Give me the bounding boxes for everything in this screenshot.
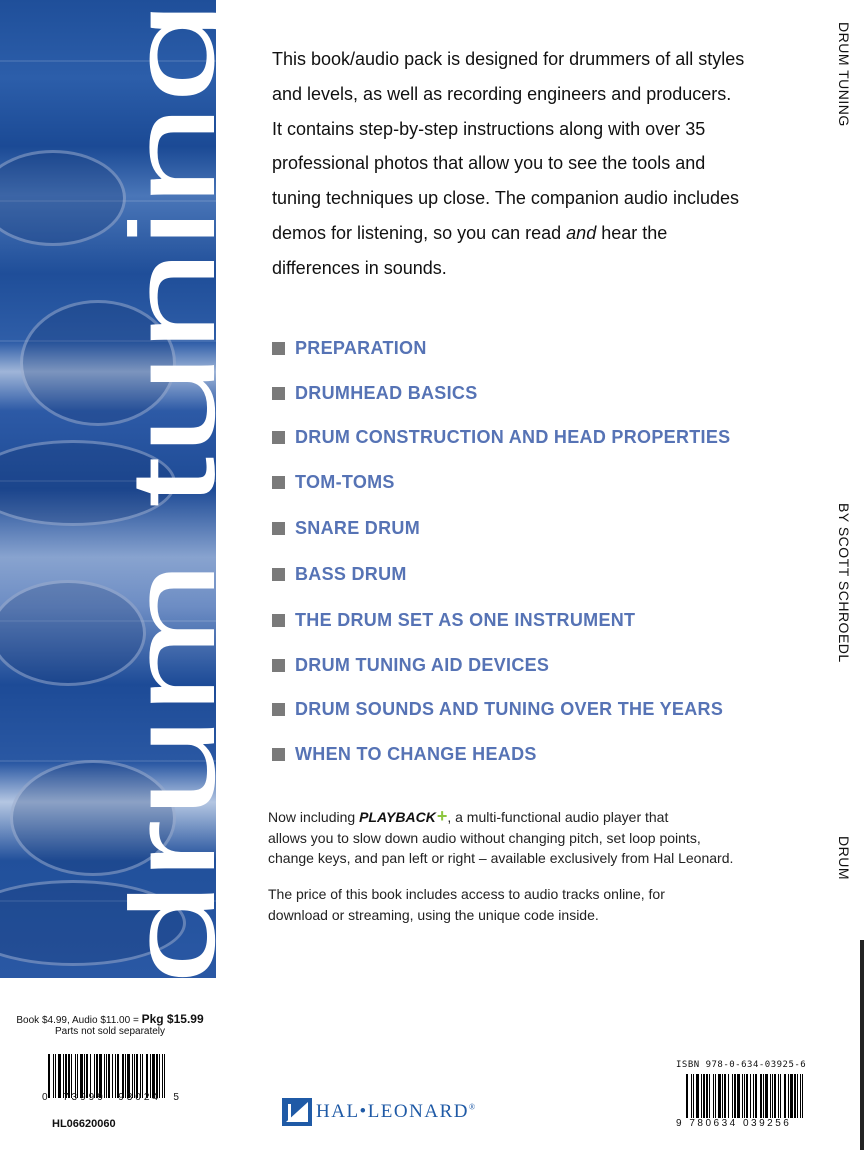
barcode-bar bbox=[794, 1074, 796, 1118]
barcode-bar bbox=[744, 1074, 745, 1118]
barcode-bar bbox=[765, 1074, 768, 1118]
barcode-bar bbox=[778, 1074, 779, 1118]
isbn-digits: 9 780634 039256 bbox=[676, 1118, 792, 1129]
package-price: Pkg $15.99 bbox=[141, 1012, 204, 1026]
square-bullet-icon bbox=[272, 342, 285, 355]
contents-item-label: BASS DRUM bbox=[295, 563, 407, 584]
price-breakdown: Book $4.99, Audio $11.00 = bbox=[16, 1015, 142, 1026]
upc-digits-group: 73999 bbox=[62, 1092, 106, 1103]
barcode-bar bbox=[691, 1074, 692, 1118]
publisher-logo bbox=[282, 1098, 477, 1126]
contents-item-label: PREPARATION bbox=[295, 337, 427, 358]
cover-big-title bbox=[0, 0, 240, 985]
contents-item bbox=[272, 378, 478, 408]
barcode-bar bbox=[797, 1074, 798, 1118]
intro-text: demos for listening, so you can read bbox=[272, 222, 567, 243]
upc-digit-right: 5 bbox=[173, 1092, 182, 1103]
contents-item bbox=[272, 333, 427, 363]
publisher-name bbox=[316, 1101, 477, 1123]
barcode-bar bbox=[728, 1074, 729, 1118]
publisher-name-text: HAL•LEONARD bbox=[316, 1101, 469, 1122]
access-line: download or streaming, using the unique code inside. bbox=[268, 906, 599, 923]
barcode-bar bbox=[742, 1074, 743, 1118]
playback-line: change keys, and pan left or right – available exclusively from Hal Leonard. bbox=[268, 850, 734, 866]
spine-title: DRUM TUNING bbox=[836, 22, 852, 127]
barcode-bar bbox=[774, 1074, 776, 1118]
contents-item bbox=[272, 559, 407, 589]
barcode-bar bbox=[800, 1074, 801, 1118]
square-bullet-icon bbox=[272, 703, 285, 716]
product-code: HL06620060 bbox=[52, 1118, 116, 1130]
barcode-bar bbox=[696, 1074, 699, 1118]
barcode-bar bbox=[802, 1074, 803, 1118]
barcode-bar bbox=[772, 1074, 773, 1118]
square-bullet-icon bbox=[272, 476, 285, 489]
playback-text: , a multi-functional audio player that bbox=[447, 809, 669, 825]
contents-item-label: WHEN TO CHANGE HEADS bbox=[295, 743, 537, 764]
parts-note: Parts not sold separately bbox=[54, 1026, 166, 1037]
square-bullet-icon bbox=[272, 522, 285, 535]
access-line: The price of this book includes access to audio tracks online, for bbox=[268, 886, 665, 902]
barcode-bar bbox=[737, 1074, 740, 1118]
upc-digits-group: 93024 bbox=[118, 1092, 161, 1103]
contents-item bbox=[272, 605, 635, 635]
barcode-bar bbox=[770, 1074, 771, 1118]
barcode-bar bbox=[750, 1074, 751, 1118]
price-line bbox=[10, 1012, 210, 1026]
barcode-bar bbox=[715, 1074, 716, 1118]
barcode-bar bbox=[790, 1074, 793, 1118]
intro-line: professional photos that allow you to see the tools and bbox=[272, 153, 706, 174]
contents-item bbox=[272, 650, 549, 680]
barcode-bar bbox=[722, 1074, 723, 1118]
playback-logo-text: PLAYBACK bbox=[359, 809, 436, 825]
barcode-bar bbox=[755, 1074, 757, 1118]
hal-leonard-mark-icon bbox=[282, 1098, 312, 1126]
intro-emphasis: and bbox=[566, 222, 597, 243]
intro-line: and levels, as well as recording engineers and producers. bbox=[272, 83, 732, 104]
intro-line: This book/audio pack is designed for drummers of all styles bbox=[272, 49, 745, 69]
barcode-bar bbox=[753, 1074, 754, 1118]
barcode-bar bbox=[784, 1074, 786, 1118]
square-bullet-icon bbox=[272, 659, 285, 672]
square-bullet-icon bbox=[272, 387, 285, 400]
barcode-bar bbox=[713, 1074, 714, 1118]
contents-item bbox=[272, 739, 537, 769]
barcode-bar bbox=[760, 1074, 762, 1118]
upc-digit-left: 0 bbox=[42, 1092, 51, 1103]
spine-author: BY SCOTT SCHROEDL bbox=[836, 503, 852, 663]
playback-paragraph bbox=[268, 806, 758, 869]
access-paragraph bbox=[268, 884, 758, 925]
intro-paragraph bbox=[272, 42, 812, 286]
contents-item bbox=[272, 467, 395, 497]
playback-line: allows you to slow down audio without changing pitch, set loop points, bbox=[268, 829, 701, 846]
upc-barcode bbox=[48, 1048, 172, 1098]
intro-line: tuning techniques up close. The companion audio includes bbox=[272, 188, 739, 209]
playback-line bbox=[268, 806, 758, 828]
barcode-bar bbox=[724, 1074, 726, 1118]
barcode-bar bbox=[703, 1074, 705, 1118]
intro-line bbox=[272, 216, 812, 251]
plus-icon: + bbox=[436, 806, 448, 826]
contents-item-label: DRUM SOUNDS AND TUNING OVER THE YEARS bbox=[295, 698, 724, 719]
contents-item-label: THE DRUM SET AS ONE INSTRUMENT bbox=[295, 609, 636, 630]
isbn-label: ISBN 978-0-634-03925-6 bbox=[676, 1060, 807, 1070]
contents-item bbox=[272, 694, 723, 724]
playback-logo bbox=[359, 806, 447, 828]
barcode-bar bbox=[763, 1074, 764, 1118]
square-bullet-icon bbox=[272, 431, 285, 444]
contents-item-label: DRUM CONSTRUCTION AND HEAD PROPERTIES bbox=[295, 426, 731, 447]
barcode-bar bbox=[746, 1074, 748, 1118]
registered-mark: ® bbox=[468, 1102, 477, 1112]
contents-item bbox=[272, 513, 420, 543]
contents-item-label: TOM-TOMS bbox=[295, 471, 395, 492]
contents-item-label: SNARE DRUM bbox=[295, 517, 421, 538]
barcode-bar bbox=[788, 1074, 789, 1118]
barcode-bar bbox=[780, 1074, 781, 1118]
barcode-bar bbox=[686, 1074, 688, 1118]
contents-item bbox=[272, 422, 730, 452]
intro-text: hear the bbox=[596, 222, 668, 243]
contents-item-label: DRUM TUNING AID DEVICES bbox=[295, 654, 550, 675]
square-bullet-icon bbox=[272, 748, 285, 761]
isbn-barcode bbox=[686, 1072, 812, 1118]
barcode-bar bbox=[709, 1074, 710, 1118]
intro-line: differences in sounds. bbox=[272, 257, 447, 278]
spine-edge bbox=[860, 940, 864, 1150]
contents-item-label: DRUMHEAD BASICS bbox=[295, 382, 478, 403]
barcode-bar bbox=[734, 1074, 736, 1118]
spine-category: DRUM bbox=[836, 836, 852, 880]
square-bullet-icon bbox=[272, 568, 285, 581]
spine-big-title-text: drum tuning bbox=[106, 351, 240, 985]
playback-prefix: Now including bbox=[268, 809, 360, 825]
square-bullet-icon bbox=[272, 614, 285, 627]
barcode-bar bbox=[718, 1074, 721, 1118]
barcode-bar bbox=[701, 1074, 702, 1118]
intro-line: It contains step-by-step instructions along with over 35 bbox=[272, 118, 706, 139]
barcode-bar bbox=[693, 1074, 694, 1118]
barcode-bar bbox=[706, 1074, 708, 1118]
barcode-bar bbox=[732, 1074, 733, 1118]
upc-digits bbox=[42, 1092, 182, 1103]
